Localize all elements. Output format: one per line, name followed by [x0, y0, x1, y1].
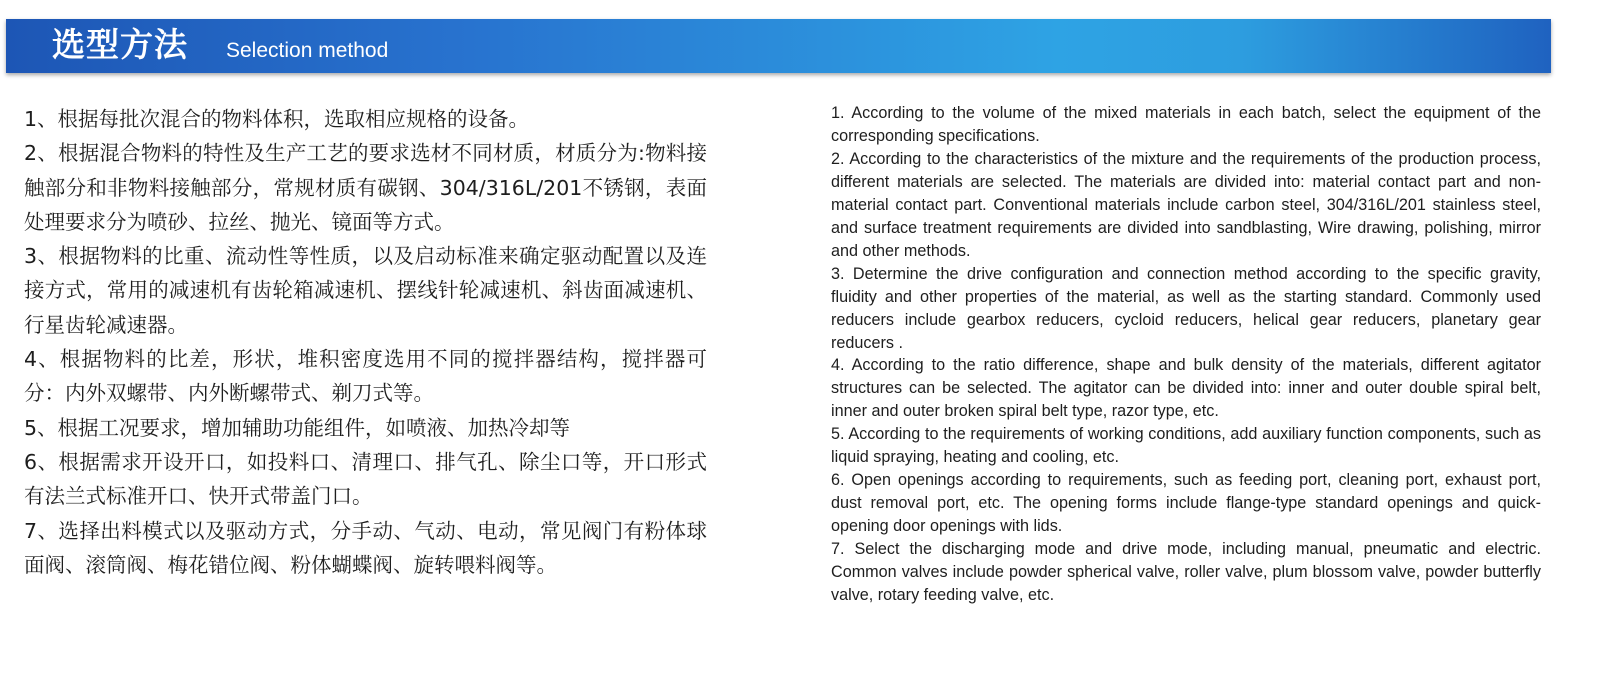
english-method-item-3: 3. Determine the drive configuration and connection method according to the specific gravity, fluidity and other properties of the material, as well as the starting standard. Commonly used reducers include gearbox reducers, cycloid reducers, helical gear reducers, planetary gear reducers . — [831, 264, 1541, 352]
chinese-method-item-6: 6、根据需求开设开口，如投料口、清理口、排气孔、除尘口等，开口形式有法兰式标准开口、快开式带盖门口。 — [24, 449, 707, 509]
english-method-list — [831, 102, 1541, 607]
chinese-method-item-5: 5、根据工况要求，增加辅助功能组件，如喷液、加热冷却等 — [24, 415, 571, 440]
english-method-item-4: 4. According to the ratio difference, shape and bulk density of the materials, different agitator structures can be selected. The agitator can be divided into: inner and outer double spiral belt, inner and outer broken spiral belt type, razor type, etc. — [831, 356, 1541, 421]
section-header-banner — [6, 19, 1551, 73]
chinese-method-item-4: 4、根据物料的比差，形状，堆积密度选用不同的搅拌器结构，搅拌器可分：内外双螺带、内外断螺带式、剃刀式等。 — [24, 347, 707, 406]
chinese-method-item-3: 3、根据物料的比重、流动性等性质，以及启动标准来确定驱动配置以及连接方式，常用的减速机有齿轮箱减速机、摆线针轮减速机、斜齿面减速机、行星齿轮减速器。 — [24, 244, 707, 337]
section-title-chinese: 选型方法 — [52, 25, 188, 64]
english-method-item-7: 7. Select the discharging mode and drive mode, including manual, pneumatic and electric. Common valves include powder spherical valve, roller valve, plum blossom valve, powder butterfly valve, rotary feeding valve, etc. — [831, 540, 1541, 605]
chinese-method-item-1: 1、根据每批次混合的物料体积，选取相应规格的设备。 — [24, 107, 530, 131]
chinese-method-item-7: 7、选择出料模式以及驱动方式，分手动、气动、电动，常见阀门有粉体球面阀、滚筒阀、梅花错位阀、粉体蝴蝶阀、旋转喂料阀等。 — [24, 518, 707, 577]
english-method-item-2: 2. According to the characteristics of the mixture and the requirements of the production process, different materials are selected. The materials are divided into: material contact part and non-material contact part. Conventional materials include carbon steel, 304/316L/201 stainless steel, and surface treatment requirements are divided into sandblasting, Wire drawing, polishing, mirror and other methods. — [831, 149, 1541, 260]
english-method-item-5: 5. According to the requirements of working conditions, add auxiliary function components, such as liquid spraying, heating and cooling, etc. — [831, 425, 1541, 467]
chinese-method-item-2: 2、根据混合物料的特性及生产工艺的要求选材不同材质，材质分为:物料接触部分和非物料接触部分，常规材质有碳钢、304/316L/201不锈钢，表面处理要求分为喷砂、拉丝、抛光、镜面等方式。 — [24, 141, 707, 234]
chinese-method-list — [24, 102, 707, 582]
section-title-english: Selection method — [226, 39, 389, 62]
english-method-item-6: 6. Open openings according to requirements, such as feeding port, cleaning port, exhaust port, dust removal port, etc. The opening forms include flange-type standard openings and quick-opening door openings with lids. — [831, 471, 1541, 536]
english-method-item-1: 1. According to the volume of the mixed materials in each batch, select the equipment of the corresponding specifications. — [831, 104, 1541, 145]
